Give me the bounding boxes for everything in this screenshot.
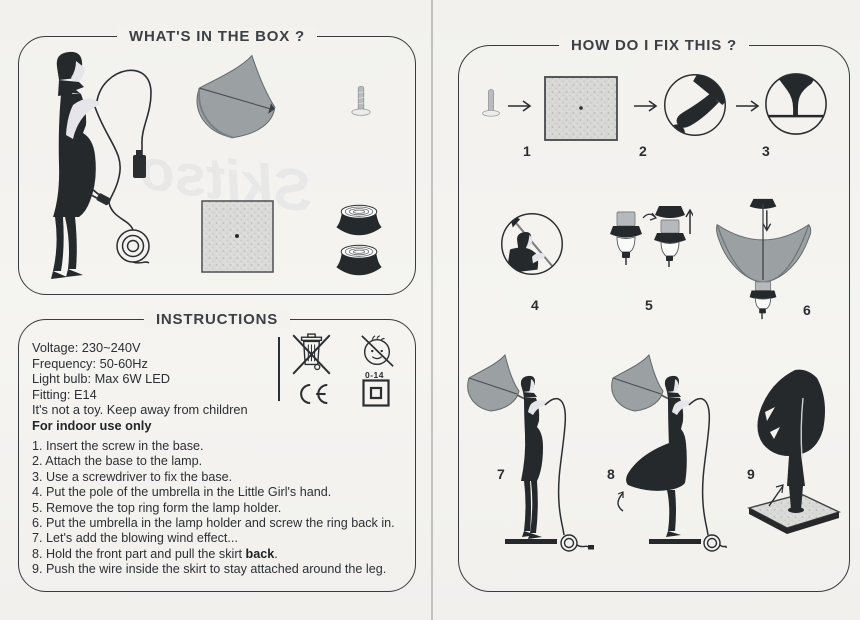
step-6: 6. Put the umbrella in the lamp holder and screw the ring back in.: [32, 516, 395, 531]
class-ii-icon: [361, 378, 391, 408]
indoor-note: For indoor use only: [32, 417, 152, 433]
fix-step-number: 9: [747, 466, 755, 482]
instructions-panel: [18, 311, 416, 592]
ce-mark-icon: [293, 382, 329, 406]
instructions-title: INSTRUCTIONS: [144, 311, 290, 328]
remove-ring-detail-illustration: [609, 204, 693, 288]
step-5: 5. Remove the top ring form the lamp holder.: [32, 500, 282, 515]
age-restriction-icon: [359, 334, 395, 370]
lamp-holder-ring-illustration: [334, 242, 384, 276]
fix-step-number: 2: [639, 143, 647, 159]
pole-in-hand-detail-illustration: [499, 211, 565, 277]
fix-step-number: 6: [803, 302, 811, 318]
fix-step-number: 3: [762, 143, 770, 159]
weee-bin-icon: [291, 332, 333, 378]
fix-step-number: 5: [645, 297, 653, 313]
fix-step-number: 1: [523, 143, 531, 159]
skirt-wire-detail-illustration: [745, 368, 845, 548]
fix-step-number: 4: [531, 297, 539, 313]
wind-effect-lamp-illustration: [605, 351, 727, 557]
base-plate-illustration: [544, 76, 618, 141]
step-1: 1. Insert the screw in the base.: [32, 439, 204, 453]
step-3: 3. Use a screwdriver to fix the base.: [32, 469, 233, 484]
arrow-right-icon: [632, 99, 660, 113]
spec-fitting: Fitting: E14: [32, 386, 97, 402]
girl-with-cord-illustration: [29, 49, 179, 286]
assembly-steps-list: [32, 439, 395, 578]
watermark: Skitso: [135, 136, 317, 225]
step-9: 9. Push the wire inside the skirt to stay attached around the leg.: [32, 562, 387, 577]
whats-in-the-box-panel: [18, 28, 416, 295]
how-do-i-fix-this-panel: [458, 37, 850, 592]
lamp-holder-ring-illustration: [334, 202, 384, 236]
fix-step-number: 7: [497, 466, 505, 482]
fix-title: HOW DO I FIX THIS ?: [559, 37, 749, 54]
step-4: 4. Put the pole of the umbrella in the Little Girl's hand.: [32, 485, 332, 500]
box-title: WHAT'S IN THE BOX ?: [117, 28, 317, 45]
page-fold-line: [431, 0, 433, 620]
arrow-right-icon: [734, 99, 762, 113]
screwdriver-fix-detail-illustration: [763, 71, 829, 137]
spec-frequency: Frequency: 50-60Hz: [32, 355, 148, 371]
screw-illustration: [480, 87, 502, 121]
attach-base-detail-illustration: [662, 72, 728, 138]
arrow-right-icon: [506, 99, 534, 113]
screw-illustration: [349, 83, 373, 121]
step-2: 2. Attach the base to the lamp.: [32, 454, 203, 469]
fix-step-number: 8: [607, 466, 615, 482]
specs-block: [32, 340, 248, 434]
spec-toy-warning: It's not a toy. Keep away from children: [32, 402, 248, 418]
step-8: 8. Hold the front part and pull the skirt back.: [32, 546, 278, 561]
step-7: 7. Let's add the blowing wind effect...: [32, 531, 238, 546]
spec-bulb: Light bulb: Max 6W LED: [32, 371, 170, 387]
umbrella-in-holder-illustration: [711, 196, 815, 322]
assembled-lamp-illustration: [461, 351, 595, 557]
spec-voltage: Voltage: 230~240V: [32, 340, 141, 355]
icons-divider: [278, 337, 280, 401]
base-plate-illustration: [201, 200, 274, 273]
age-restriction-label: 0-14: [365, 370, 385, 380]
umbrella-canopy-illustration: [187, 53, 292, 145]
